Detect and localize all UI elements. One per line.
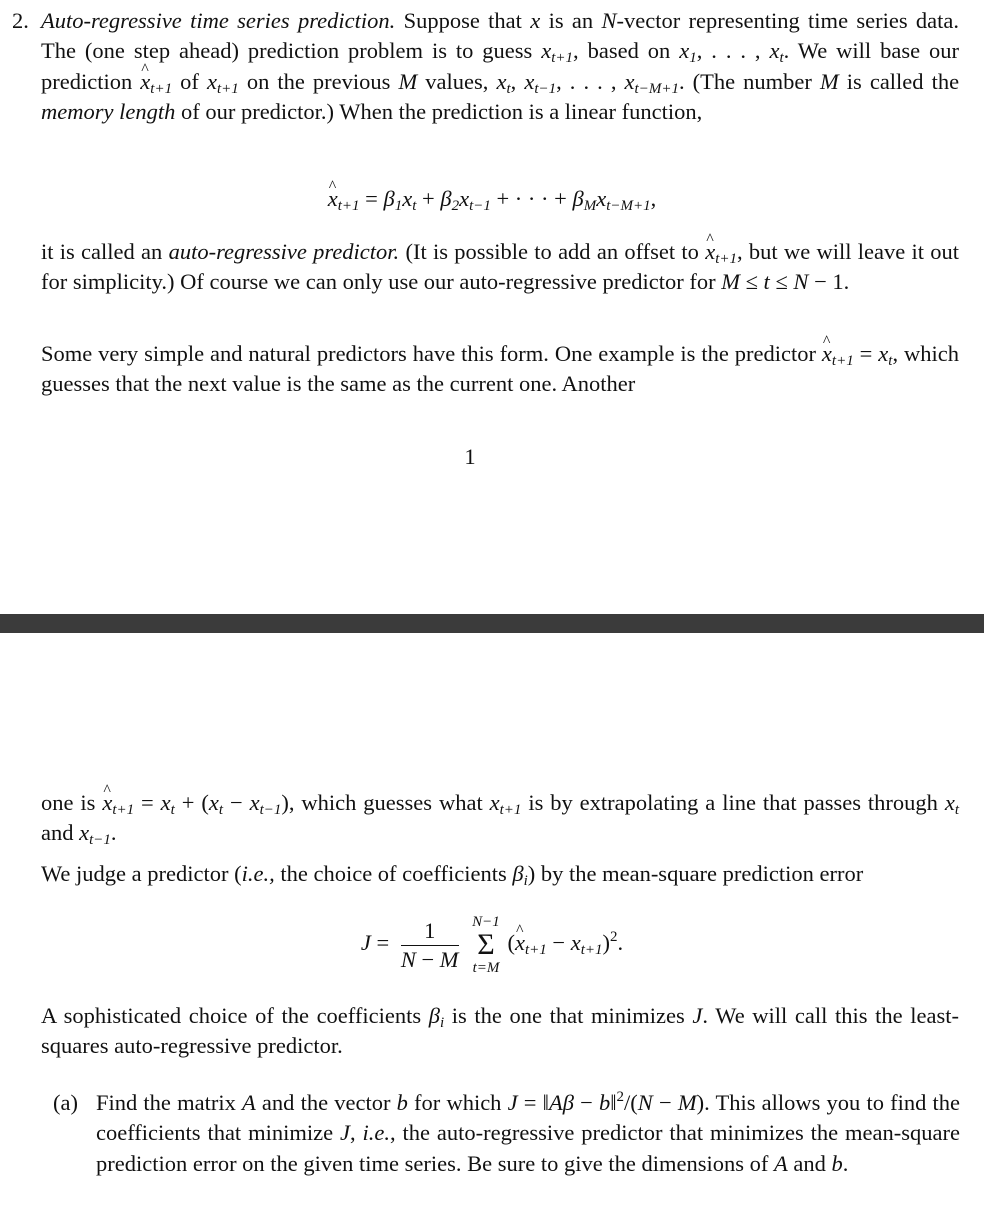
auto-regressive-paragraph: it is called an auto-regressive predictor. (It is possible to add an offset to x $\^{}_{t+1}$, but we will leave it out for simplicity.) Of course we can only use our auto-regressive predictor for M ≤ t ≤ N − 1. — [41, 237, 959, 298]
problem-intro-paragraph: Auto-regressive time series prediction. Suppose that x is an N-vector representing time series data. The (one step ahead) prediction problem is to guess $x_{t+1}$, based on $x_1$, . . . , $x_t$. We will base our prediction x $\^{}_{t+1}$ of $x_{t+1}$ on the previous M values, $x_t$, $x_{t-1}$, . . . , $x_{t-M+1}$. (The number M is called the memory length of our predictor.) When the prediction is a linear function, — [41, 6, 959, 127]
extrapolation-paragraph: one is x $\^{}_{t+1} = x_t + (x_t - x_{t-1})$, which guesses what $x_{t+1}$ is by extrapolating a line that passes through $x_t$ and $x_{t-1}$. — [41, 788, 959, 849]
judging-paragraph: We judge a predictor (i.e., the choice of coefficients $\beta_i$) by the mean-square prediction error — [41, 861, 864, 889]
least-squares-paragraph: A sophisticated choice of the coefficients $\beta_i$ is the one that minimizes J. We will call this the least-squares auto-regressive predictor. — [41, 1003, 960, 1059]
simple-predictors-paragraph: Some very simple and natural predictors have this form. One example is the predictor x $\^{}_{t+1} = x_t$, which guesses that the next value is the same as the current one. Another — [41, 339, 959, 400]
page-divider — [0, 614, 984, 633]
part-a-label: (a) — [53, 1090, 78, 1115]
page-number: 1 — [464, 444, 476, 469]
mse-equation: J = $\frac{1}{N - M}$ N−1 Σ t=M (x $\^{}_{t+1} - x_{t+1})^2$. — [0, 913, 984, 977]
ar-predictor-equation: x $\^{}_{t+1} = \beta_1x_t + \beta_2x_{t-1}$ + · · · + $\beta_Mx_{t-M+1}$, — [0, 184, 984, 214]
memory-length-term: memory length — [41, 98, 176, 124]
problem-title: Auto-regressive time series prediction. — [41, 8, 396, 33]
page-2 — [0, 633, 984, 1216]
part-a-question: Find the matrix A and the vector b for which J = ‖Aβ − b‖$^2$/(N − M). This allows you to find the coefficients that minimize J, i.e., the auto-regressive predictor that minimizes the mean-square prediction error on the given time series. Be sure to give the dimensions of A and b. — [96, 1089, 961, 1176]
auto-regressive-term: auto-regressive predictor. — [168, 239, 400, 264]
problem-number: 2. — [12, 8, 29, 33]
